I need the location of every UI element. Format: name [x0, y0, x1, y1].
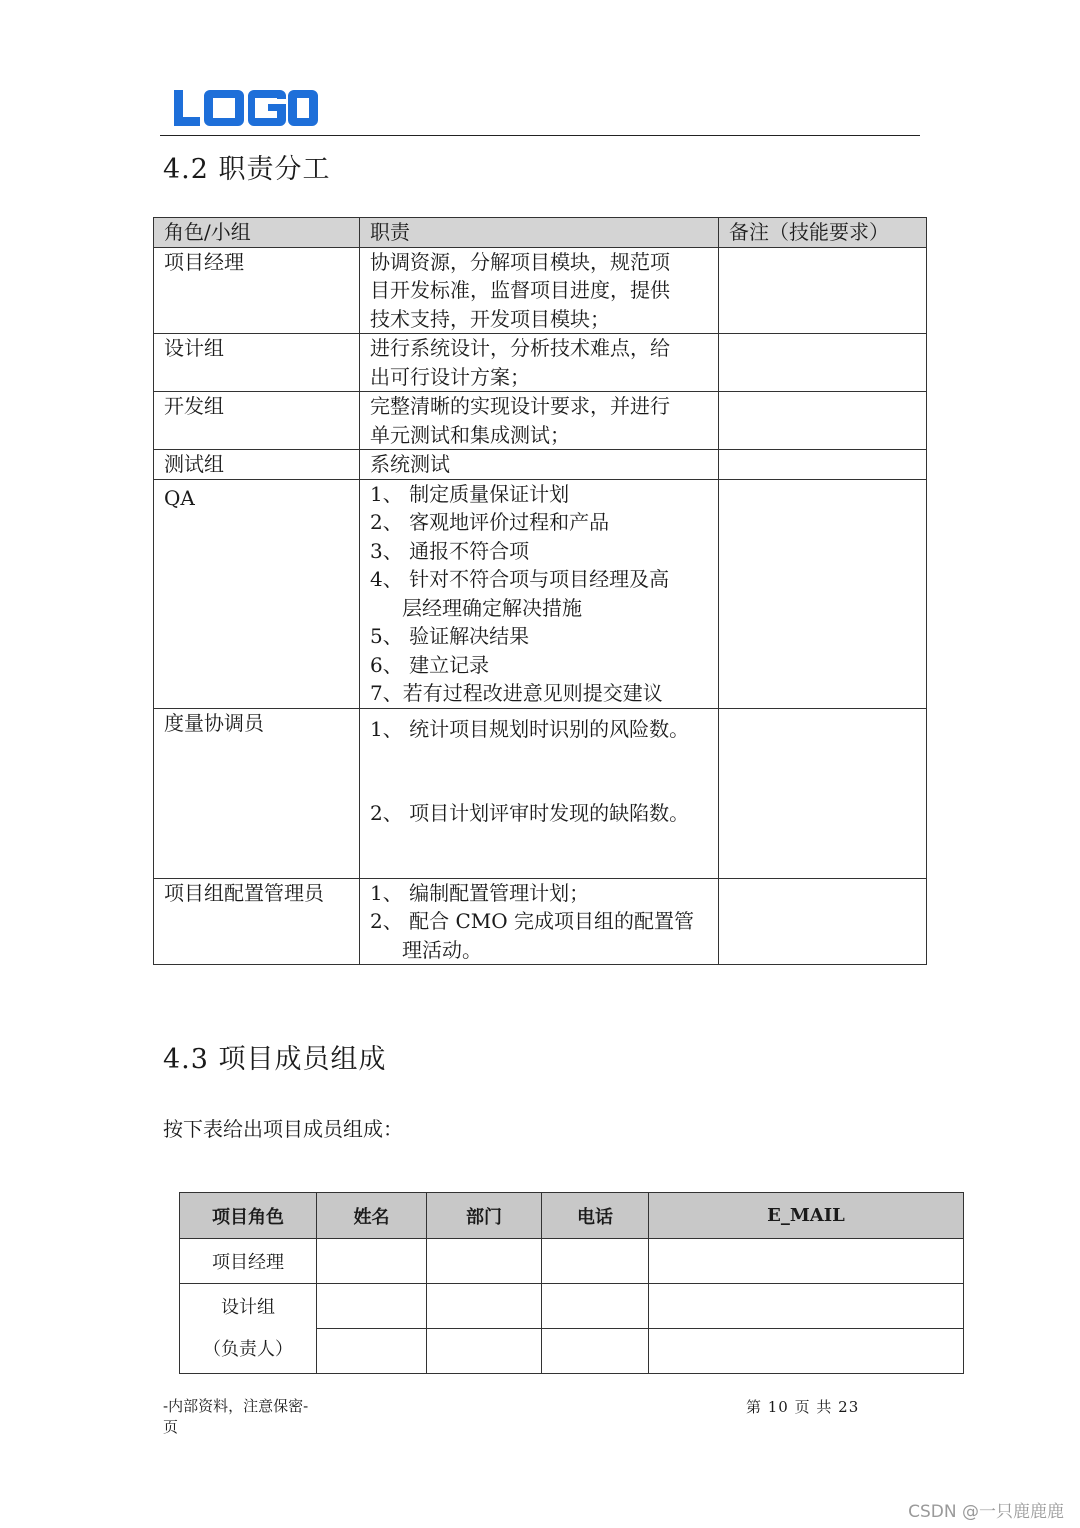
watermark: CSDN @一只鹿鹿鹿 [908, 1502, 1064, 1522]
member-phone-cell [542, 1329, 649, 1374]
note-cell [719, 708, 927, 878]
member-role-line: （负责人） [203, 1338, 293, 1360]
duty-cell [360, 334, 719, 392]
member-name-cell [317, 1239, 427, 1284]
header-phone: 电话 [542, 1193, 649, 1239]
note-cell [719, 392, 927, 450]
logo [172, 86, 320, 130]
member-department-cell [427, 1284, 542, 1329]
duty-line: 目开发标准，监督项目进度，提供 [370, 278, 670, 302]
table-row [154, 334, 927, 392]
duty-cell [360, 479, 719, 708]
footer-left-line: -内部资料，注意保密- [163, 1397, 309, 1415]
table-row [154, 450, 927, 480]
duty-line: 1、 编制配置管理计划； [370, 880, 590, 905]
page-number: 第 10 页 共 23 [746, 1398, 860, 1416]
table-row [154, 878, 927, 965]
table-row [180, 1239, 964, 1284]
duty-cell [360, 247, 719, 334]
footer-left-line: 页 [163, 1418, 179, 1436]
table-row [154, 392, 927, 450]
role-cell: 项目经理 [154, 247, 360, 334]
intro-text: 按下表给出项目成员组成： [163, 1117, 403, 1141]
responsibility-table [153, 217, 927, 965]
member-department-cell [427, 1329, 542, 1374]
role-cell: QA [154, 479, 360, 708]
duty-line: 层经理确定解决措施 [402, 595, 582, 620]
header-note: 备注（技能要求） [719, 218, 927, 248]
role-cell: 度量协调员 [154, 708, 360, 878]
duty-line: 进行系统设计，分析技术难点，给 [370, 336, 670, 360]
duty-line: 系统测试 [370, 452, 450, 476]
note-cell [719, 247, 927, 334]
duty-line: 2、 项目计划评审时发现的缺陷数。 [370, 801, 690, 825]
header-duty: 职责 [360, 218, 719, 248]
duty-cell [360, 708, 719, 878]
duty-line: 1、 统计项目规划时识别的风险数。 [370, 716, 690, 741]
duty-line: 协调资源，分解项目模块，规范项 [370, 249, 670, 274]
note-cell [719, 479, 927, 708]
table-header-row [180, 1193, 964, 1239]
member-email-cell [649, 1239, 964, 1284]
member-phone-cell [542, 1284, 649, 1329]
logo-image [172, 86, 320, 130]
table-row [154, 247, 927, 334]
duty-line: 完整清晰的实现设计要求，并进行 [370, 394, 670, 418]
duty-line: 5、 验证解决结果 [370, 624, 530, 648]
header-rule [160, 135, 920, 136]
section-4-3-title: 4.3 项目成员组成 [163, 1044, 387, 1075]
note-cell [719, 334, 927, 392]
table-header-row [154, 218, 927, 248]
header-department: 部门 [427, 1193, 542, 1239]
duty-line: 出可行设计方案； [370, 364, 530, 389]
duty-line: 7、若有过程改进意见则提交建议 [370, 681, 663, 705]
member-phone-cell [542, 1239, 649, 1284]
header-project-role: 项目角色 [180, 1193, 317, 1239]
header-email: E_MAIL [649, 1193, 964, 1239]
table-row [154, 708, 927, 878]
role-cell: 测试组 [154, 450, 360, 480]
duty-cell [360, 392, 719, 450]
role-cell: 项目组配置管理员 [154, 878, 360, 965]
duty-line: 4、 针对不符合项与项目经理及高 [370, 567, 670, 591]
header-name: 姓名 [317, 1193, 427, 1239]
member-email-cell [649, 1284, 964, 1329]
member-name-cell [317, 1284, 427, 1329]
table-row [154, 479, 927, 708]
role-cell: 设计组 [154, 334, 360, 392]
duty-line: 3、 通报不符合项 [370, 538, 530, 563]
duty-cell [360, 878, 719, 965]
member-role-line: 设计组 [221, 1296, 275, 1318]
footer-confidential [163, 1396, 308, 1438]
member-name-cell [317, 1329, 427, 1374]
member-department-cell [427, 1239, 542, 1284]
duty-cell [360, 450, 719, 480]
duty-line: 1、 制定质量保证计划 [370, 481, 570, 506]
note-cell [719, 450, 927, 480]
duty-line: 理活动。 [402, 937, 482, 962]
member-role-cell: 项目经理 [180, 1239, 317, 1284]
table-row [180, 1284, 964, 1329]
duty-line: 6、 建立记录 [370, 652, 490, 677]
member-role-cell [180, 1284, 317, 1374]
duty-line: 2、 客观地评价过程和产品 [370, 510, 610, 534]
header-role: 角色/小组 [154, 218, 360, 248]
member-email-cell [649, 1329, 964, 1374]
note-cell [719, 878, 927, 965]
duty-line: 单元测试和集成测试； [370, 422, 570, 447]
role-cell: 开发组 [154, 392, 360, 450]
duty-line: 2、 配合 CMO 完成项目组的配置管 [370, 909, 694, 933]
members-table [179, 1192, 964, 1374]
section-4-2-title: 4.2 职责分工 [163, 154, 331, 185]
duty-line: 技术支持，开发项目模块； [370, 306, 610, 331]
